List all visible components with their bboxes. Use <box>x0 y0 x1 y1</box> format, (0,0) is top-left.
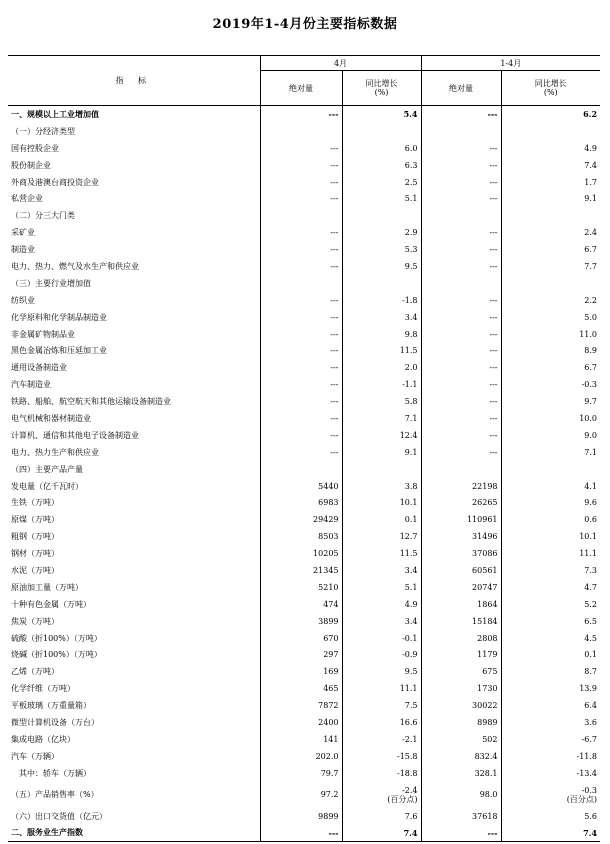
april-yoy: 0.1 <box>342 511 421 528</box>
row-label: 发电量（亿千瓦时） <box>8 478 260 495</box>
table-row <box>8 680 600 697</box>
table-body <box>8 106 600 842</box>
row-label: 国有控股企业 <box>8 140 260 157</box>
row-label: 外商及港澳台商投资企业 <box>8 174 260 191</box>
jan-apr-yoy: 7.7 <box>584 261 598 271</box>
row-label: 非金属矿物制品业 <box>8 326 260 343</box>
row-label: 私营企业 <box>8 190 260 207</box>
april-absolute: --- <box>260 292 342 309</box>
jan-apr-yoy <box>501 782 600 808</box>
april-yoy-value: -2.4 <box>402 785 418 795</box>
april-yoy: 3.8 <box>342 478 421 495</box>
table-row <box>8 376 600 393</box>
april-yoy: 2.9 <box>342 224 421 241</box>
row-label: 钢材（万吨） <box>8 545 260 562</box>
april-yoy: 3.4 <box>342 613 421 630</box>
jan-apr-absolute: 110961 <box>421 511 501 528</box>
april-yoy: -18.8 <box>342 765 421 782</box>
jan-apr-yoy: 5.2 <box>584 599 598 609</box>
row-label: （三）主要行业增加值 <box>8 275 260 292</box>
row-label: 烧碱（折100%）（万吨） <box>8 647 260 664</box>
table-row <box>8 207 600 224</box>
jan-apr-yoy: 6.4 <box>584 701 598 711</box>
table-row <box>8 579 600 596</box>
jan-apr-absolute: --- <box>421 224 501 241</box>
jan-apr-absolute: --- <box>421 157 501 174</box>
table-row <box>8 190 600 207</box>
april-yoy: -1.8 <box>342 292 421 309</box>
april-absolute: --- <box>260 342 342 359</box>
jan-apr-absolute: 8989 <box>421 714 501 731</box>
header-row-groups <box>8 56 600 71</box>
table-row <box>8 275 600 292</box>
april-yoy <box>342 123 421 140</box>
jan-apr-yoy-unit: (百分点) <box>566 794 598 804</box>
jan-apr-absolute: 60561 <box>421 562 501 579</box>
april-yoy <box>342 782 421 808</box>
jan-apr-absolute: 26265 <box>421 494 501 511</box>
jan-apr-absolute <box>421 275 501 292</box>
april-yoy: -0.1 <box>342 630 421 647</box>
row-label: 股份制企业 <box>8 157 260 174</box>
jan-apr-yoy: 10.1 <box>579 532 598 542</box>
april-absolute: --- <box>260 359 342 376</box>
april-absolute: 670 <box>260 630 342 647</box>
jan-apr-absolute <box>421 461 501 478</box>
jan-apr-yoy: 5.6 <box>584 811 598 821</box>
group-header-april: 4月 <box>260 56 421 71</box>
jan-apr-yoy: 2.4 <box>584 228 598 238</box>
table-row <box>8 714 600 731</box>
jan-apr-absolute: 98.0 <box>421 782 501 808</box>
row-label: 一、规模以上工业增加值 <box>8 106 260 123</box>
april-yoy: 7.1 <box>342 410 421 427</box>
april-absolute-header: 绝对量 <box>260 71 342 106</box>
table-row <box>8 410 600 427</box>
row-label: 二、服务业生产指数 <box>8 825 260 842</box>
row-label: 电力、热力生产和供应业 <box>8 444 260 461</box>
april-yoy: 6.3 <box>342 157 421 174</box>
row-label: 其中：轿车（万辆） <box>8 765 260 782</box>
row-label: 电力、热力、燃气及水生产和供应业 <box>8 258 260 275</box>
april-yoy: 3.4 <box>342 309 421 326</box>
table-row <box>8 782 600 808</box>
row-label: 电气机械和器材制造业 <box>8 410 260 427</box>
table-row <box>8 697 600 714</box>
jan-apr-yoy <box>501 123 600 140</box>
jan-apr-yoy: -0.3 <box>581 380 598 390</box>
row-label: 乙烯（万吨） <box>8 663 260 680</box>
yoy-header-line1: 同比增长 <box>365 79 398 88</box>
jan-apr-yoy: 0.6 <box>584 515 598 525</box>
jan-apr-absolute: 37086 <box>421 545 501 562</box>
jan-apr-yoy: 4.5 <box>584 633 598 643</box>
april-yoy: 11.5 <box>342 342 421 359</box>
april-absolute <box>260 275 342 292</box>
jan-apr-yoy: 9.6 <box>584 498 598 508</box>
jan-apr-absolute: 675 <box>421 663 501 680</box>
jan-apr-yoy: -6.7 <box>581 734 598 744</box>
april-yoy <box>342 207 421 224</box>
april-absolute: --- <box>260 174 342 191</box>
jan-apr-yoy: 9.0 <box>584 430 598 440</box>
april-yoy: 4.9 <box>342 596 421 613</box>
april-yoy-unit: (百分点) <box>387 794 418 804</box>
row-label: （二）分三大门类 <box>8 207 260 224</box>
jan-apr-absolute: 1179 <box>421 647 501 664</box>
jan-apr-yoy: 9.1 <box>584 194 598 204</box>
april-absolute <box>260 461 342 478</box>
row-label: 粗钢（万吨） <box>8 528 260 545</box>
jan-apr-absolute-header: 绝对量 <box>421 71 501 106</box>
row-label: 生铁（万吨） <box>8 494 260 511</box>
april-yoy: 2.5 <box>342 174 421 191</box>
jan-apr-absolute: 328.1 <box>421 765 501 782</box>
jan-apr-absolute: --- <box>421 190 501 207</box>
row-label: 铁路、船舶、航空航天和其他运输设备制造业 <box>8 393 260 410</box>
april-yoy: 10.1 <box>342 494 421 511</box>
row-label: 制造业 <box>8 241 260 258</box>
jan-apr-yoy-value: -0.3 <box>581 785 598 795</box>
april-absolute: --- <box>260 376 342 393</box>
table-row <box>8 309 600 326</box>
april-yoy: 9.8 <box>342 326 421 343</box>
jan-apr-yoy: 5.0 <box>584 312 598 322</box>
yoy-header-line1: 同比增长 <box>534 79 567 88</box>
jan-apr-absolute: --- <box>421 309 501 326</box>
april-absolute: 5210 <box>260 579 342 596</box>
april-absolute: 6983 <box>260 494 342 511</box>
row-label: 计算机、通信和其他电子设备制造业 <box>8 427 260 444</box>
jan-apr-yoy: 1.7 <box>584 177 598 187</box>
table-row <box>8 258 600 275</box>
jan-apr-absolute: --- <box>421 376 501 393</box>
row-label: （一）分经济类型 <box>8 123 260 140</box>
april-absolute: 7872 <box>260 697 342 714</box>
jan-apr-absolute <box>421 207 501 224</box>
row-label: 汽车（万辆） <box>8 748 260 765</box>
april-yoy: 11.1 <box>342 680 421 697</box>
april-absolute: --- <box>260 444 342 461</box>
table-row <box>8 359 600 376</box>
jan-apr-yoy: -13.4 <box>576 768 598 778</box>
group-header-jan-apr: 1-4月 <box>421 56 600 71</box>
jan-apr-yoy: 11.0 <box>579 329 598 339</box>
april-yoy: 7.4 <box>342 825 421 842</box>
april-yoy: 9.5 <box>342 258 421 275</box>
table-row <box>8 663 600 680</box>
april-yoy: 5.4 <box>342 106 421 123</box>
april-yoy: 5.3 <box>342 241 421 258</box>
april-absolute <box>260 123 342 140</box>
april-yoy: 6.0 <box>342 140 421 157</box>
table-row <box>8 123 600 140</box>
table-row <box>8 545 600 562</box>
jan-apr-yoy <box>501 461 600 478</box>
yoy-header-line2: (%) <box>374 88 389 97</box>
row-label: 化学纤维（万吨） <box>8 680 260 697</box>
april-yoy: 7.5 <box>342 697 421 714</box>
table-row <box>8 106 600 123</box>
row-label: 原油加工量（万吨） <box>8 579 260 596</box>
jan-apr-yoy: 11.1 <box>579 549 598 559</box>
april-yoy: 5.1 <box>342 579 421 596</box>
jan-apr-absolute: --- <box>421 393 501 410</box>
table-row <box>8 596 600 613</box>
jan-apr-yoy: 4.7 <box>584 582 598 592</box>
jan-apr-absolute: 30022 <box>421 697 501 714</box>
table-row <box>8 427 600 444</box>
table-row <box>8 393 600 410</box>
table-row <box>8 342 600 359</box>
april-yoy: 9.5 <box>342 663 421 680</box>
april-yoy <box>342 461 421 478</box>
jan-apr-absolute: --- <box>421 410 501 427</box>
jan-apr-absolute: --- <box>421 258 501 275</box>
april-absolute <box>260 207 342 224</box>
jan-apr-absolute: --- <box>421 825 501 842</box>
jan-apr-yoy: 6.7 <box>584 245 598 255</box>
jan-apr-absolute: --- <box>421 444 501 461</box>
jan-apr-absolute: 22198 <box>421 478 501 495</box>
table-row <box>8 444 600 461</box>
jan-apr-absolute: 20747 <box>421 579 501 596</box>
row-label: 焦炭（万吨） <box>8 613 260 630</box>
jan-apr-yoy: 6.7 <box>584 363 598 373</box>
jan-apr-yoy: 8.9 <box>584 346 598 356</box>
april-absolute: 97.2 <box>260 782 342 808</box>
row-label: （六）出口交货值（亿元） <box>8 808 260 825</box>
table-row <box>8 765 600 782</box>
april-absolute: --- <box>260 258 342 275</box>
jan-apr-absolute: --- <box>421 427 501 444</box>
jan-apr-yoy: 6.5 <box>584 616 598 626</box>
april-absolute: 8503 <box>260 528 342 545</box>
april-yoy: 5.8 <box>342 393 421 410</box>
row-label: （五）产品销售率（%） <box>8 782 260 808</box>
table-row <box>8 528 600 545</box>
april-yoy: 16.6 <box>342 714 421 731</box>
table-row <box>8 494 600 511</box>
jan-apr-yoy: 7.1 <box>584 447 598 457</box>
jan-apr-yoy: 8.7 <box>584 667 598 677</box>
table-row <box>8 140 600 157</box>
april-absolute: 79.7 <box>260 765 342 782</box>
april-absolute: --- <box>260 106 342 123</box>
row-label: 汽车制造业 <box>8 376 260 393</box>
april-absolute: --- <box>260 393 342 410</box>
row-label: 采矿业 <box>8 224 260 241</box>
yoy-header-line2: (%) <box>543 88 558 97</box>
table-row <box>8 174 600 191</box>
table-row <box>8 630 600 647</box>
indicator-column-header: 指 标 <box>8 56 260 106</box>
indicator-table <box>8 55 600 842</box>
row-label: 集成电路（亿块） <box>8 731 260 748</box>
row-label: 黑色金属冶炼和压延加工业 <box>8 342 260 359</box>
april-yoy: 11.5 <box>342 545 421 562</box>
jan-apr-absolute: --- <box>421 326 501 343</box>
april-yoy: 9.1 <box>342 444 421 461</box>
table-row <box>8 157 600 174</box>
jan-apr-yoy: 6.2 <box>583 109 598 120</box>
row-label: 十种有色金属（万吨） <box>8 596 260 613</box>
jan-apr-absolute: --- <box>421 342 501 359</box>
april-yoy: 12.7 <box>342 528 421 545</box>
april-yoy: -1.1 <box>342 376 421 393</box>
april-absolute: 141 <box>260 731 342 748</box>
jan-apr-absolute: --- <box>421 140 501 157</box>
jan-apr-absolute: 832.4 <box>421 748 501 765</box>
table-row <box>8 613 600 630</box>
table-row <box>8 562 600 579</box>
april-yoy: -15.8 <box>342 748 421 765</box>
april-absolute: 169 <box>260 663 342 680</box>
table-row <box>8 292 600 309</box>
table-row <box>8 748 600 765</box>
april-yoy: 12.4 <box>342 427 421 444</box>
table-row <box>8 326 600 343</box>
table-row <box>8 478 600 495</box>
april-absolute: 2400 <box>260 714 342 731</box>
april-absolute: --- <box>260 224 342 241</box>
jan-apr-yoy <box>501 275 600 292</box>
april-absolute: 5440 <box>260 478 342 495</box>
jan-apr-absolute: 1730 <box>421 680 501 697</box>
jan-apr-absolute: --- <box>421 359 501 376</box>
jan-apr-absolute: --- <box>421 292 501 309</box>
jan-apr-yoy: 7.4 <box>584 160 598 170</box>
table-row <box>8 461 600 478</box>
jan-apr-absolute <box>421 123 501 140</box>
april-yoy-header <box>342 71 421 106</box>
table-row <box>8 241 600 258</box>
jan-apr-yoy: 3.6 <box>584 718 598 727</box>
april-absolute: 21345 <box>260 562 342 579</box>
jan-apr-yoy: 10.0 <box>579 413 598 423</box>
table-row <box>8 825 600 842</box>
jan-apr-yoy-header <box>501 71 600 106</box>
table-row <box>8 808 600 825</box>
jan-apr-absolute: 2808 <box>421 630 501 647</box>
jan-apr-absolute: 31496 <box>421 528 501 545</box>
april-yoy: -2.1 <box>342 731 421 748</box>
jan-apr-yoy: 0.1 <box>584 650 598 660</box>
jan-apr-yoy: 7.4 <box>501 825 600 842</box>
april-absolute: 474 <box>260 596 342 613</box>
row-label: 平板玻璃（万重量箱） <box>8 697 260 714</box>
april-absolute: --- <box>260 427 342 444</box>
jan-apr-absolute: --- <box>421 106 501 123</box>
row-label: 化学原料和化学制品制造业 <box>8 309 260 326</box>
april-absolute: --- <box>260 190 342 207</box>
april-absolute: --- <box>260 410 342 427</box>
row-label: 原煤（万吨） <box>8 511 260 528</box>
april-yoy: 5.1 <box>342 190 421 207</box>
jan-apr-absolute: 1864 <box>421 596 501 613</box>
row-label: 通用设备制造业 <box>8 359 260 376</box>
jan-apr-absolute: 37618 <box>421 808 501 825</box>
row-label: 水泥（万吨） <box>8 562 260 579</box>
jan-apr-yoy <box>501 207 600 224</box>
april-yoy <box>342 275 421 292</box>
april-absolute: 10205 <box>260 545 342 562</box>
april-absolute: --- <box>260 157 342 174</box>
jan-apr-yoy: 7.3 <box>584 565 598 575</box>
april-absolute: --- <box>260 241 342 258</box>
jan-apr-yoy: 2.2 <box>584 295 598 305</box>
april-absolute: 297 <box>260 647 342 664</box>
april-absolute: 465 <box>260 680 342 697</box>
april-yoy: 3.4 <box>342 562 421 579</box>
table-row <box>8 511 600 528</box>
april-yoy: 2.0 <box>342 359 421 376</box>
row-label: （四）主要产品产量 <box>8 461 260 478</box>
jan-apr-yoy: -11.8 <box>576 751 598 761</box>
row-label: 纺织业 <box>8 292 260 309</box>
april-yoy: -0.9 <box>342 647 421 664</box>
jan-apr-absolute: --- <box>421 241 501 258</box>
jan-apr-absolute: 502 <box>421 731 501 748</box>
jan-apr-absolute: 15184 <box>421 613 501 630</box>
april-absolute: 29429 <box>260 511 342 528</box>
april-absolute: --- <box>260 825 342 842</box>
april-absolute: --- <box>260 140 342 157</box>
table-row <box>8 731 600 748</box>
jan-apr-yoy: 13.9 <box>579 684 598 694</box>
april-absolute: 9899 <box>260 808 342 825</box>
jan-apr-yoy: 9.7 <box>584 397 598 407</box>
row-label: 硫酸（折100%）（万吨） <box>8 630 260 647</box>
jan-apr-yoy: 4.9 <box>584 143 598 153</box>
page-title: 2019年1-4月份主要指标数据 <box>212 17 398 32</box>
april-absolute: --- <box>260 326 342 343</box>
jan-apr-absolute: --- <box>421 174 501 191</box>
table-row <box>8 224 600 241</box>
row-label: 微型计算机设备（万台） <box>8 714 260 731</box>
table-row <box>8 647 600 664</box>
april-yoy: 7.6 <box>342 808 421 825</box>
april-absolute: --- <box>260 309 342 326</box>
april-absolute: 202.0 <box>260 748 342 765</box>
april-absolute: 3899 <box>260 613 342 630</box>
jan-apr-yoy: 4.1 <box>584 481 598 491</box>
